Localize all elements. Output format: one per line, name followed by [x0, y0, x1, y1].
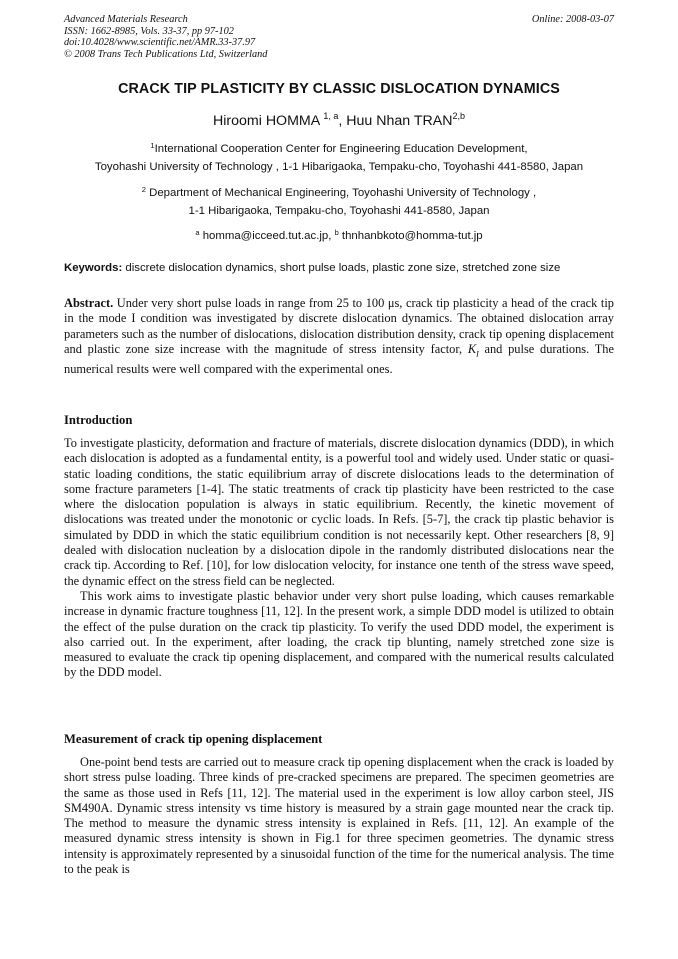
email-b: thnhanbkoto@homma-tut.jp — [338, 230, 483, 242]
abstract-text-1: Under very short pulse loads in range from 25 to 100 μs, crack tip plasticity a head of the crack tip in the mode I condition was investigated by discrete dislocation dynamics. The obtained dislocation array parameters such as the number of dislocations, dislocation distribution density, crack tip opening displacement and plastic zone size increase with the magnitude of stress intensity factor, — [64, 296, 614, 356]
abstract — [64, 296, 614, 377]
introduction-body — [64, 436, 614, 681]
abstract-text-2: and pulse durations. The numerical results were well compared with the experimental ones. — [64, 341, 614, 376]
keywords-label: Keywords: — [64, 262, 123, 274]
keywords — [64, 262, 624, 274]
affiliation-2-line-1 — [0, 183, 678, 200]
email-b-sup: b — [334, 228, 339, 237]
author-homma: Hiroomi HOMMA — [213, 113, 320, 129]
affiliation-2-line-2: 1-1 Hibarigaoka, Tempaku-cho, Toyohashi 441-8580, Japan — [188, 205, 490, 217]
author-tran: Huu Nhan TRAN — [346, 113, 453, 129]
affiliation-1-sup: 1 — [150, 141, 155, 150]
doi-line: doi:10.4028/www.scientific.net/AMR.33-37.97 — [64, 37, 256, 48]
affiliation-1-line-1 — [0, 139, 678, 156]
affiliation-1-line-2: Toyohashi University of Technology , 1-1 Hibarigaoka, Tempaku-cho, Toyohashi 441-8580, Japan — [94, 161, 584, 173]
online-date: Online: 2008-03-07 — [531, 14, 614, 25]
email-a-sup: a — [195, 228, 200, 237]
author-homma-sup: 1, a — [323, 111, 339, 121]
paper-title: CRACK TIP PLASTICITY BY CLASSIC DISLOCATION DYNAMICS — [118, 81, 560, 97]
journal-name: Advanced Materials Research — [64, 14, 188, 25]
email-a: homma@icceed.tut.ac.jp, — [199, 230, 335, 242]
affiliation-2-text: Department of Mechanical Engineering, Toyohashi University of Technology , — [145, 187, 537, 199]
measurement-paragraph-1: One-point bend tests are carried out to measure crack tip opening displacement when the crack is loaded by short stress pulse loading. Three kinds of pre-cracked specimens are prepared. The specimen geometries are the same as those used in Refs [11, 12]. The material used in the experiment is low alloy carbon steel, JIS SM490A. Dynamic stress intensity vs time history is measured by a strain gage mounted near the crack tip. The method to measure the dynamic stress intensity is explained in Refs. [11, 12]. An example of the measured dynamic stress intensity is shown in Fig.1 for three specimen geometries. The dynamic stress intensity is approximately represented by a sinusoidal function of the time for the numerical analysis. The time to the peak is — [64, 755, 614, 877]
introduction-heading: Introduction — [64, 413, 133, 427]
affiliation-2-sup: 2 — [141, 185, 146, 194]
author-line — [0, 111, 678, 129]
measurement-body — [64, 755, 614, 877]
affiliation-1-text: International Cooperation Center for Engineering Education Development, — [154, 143, 528, 155]
abstract-k-sub: I — [476, 349, 479, 359]
measurement-heading: Measurement of crack tip opening displacement — [64, 732, 323, 746]
abstract-k-symbol: K — [467, 341, 477, 356]
introduction-paragraph-1: To investigate plasticity, deformation and fracture of materials, discrete dislocation dynamics (DDD), in which each dislocation is adopted as a fundamental entity, is a powerful tool and widely used. Under static or quasi-static loading conditions, the static equilibrium array of discrete dislocations leads to the determination of some fracture parameters [1-4]. The static treatments of crack tip plasticity have been restricted to the case where the dislocation population is always in static equilibrium. Recently, the kinetic movement of dislocations was treated under the monotonic or cyclic loads. In Refs. [5-7], the crack tip plastic behavior is simulated by DDD in which the static equilibrium condition is not necessarily kept. Other researchers [8, 9] dealed with dislocation nucleation by a dislocation dipole in the randomly distributed dislocations near the crack tip. According to Ref. [10], for low dislocation velocity, for instance one tenth of the stress wave speed, the dynamic effect on the stress field can be neglected. — [64, 436, 614, 588]
email-line — [0, 226, 678, 243]
keywords-text: discrete dislocation dynamics, short pulse loads, plastic zone size, stretched zone size — [122, 262, 561, 274]
copyright-line: © 2008 Trans Tech Publications Ltd, Switzerland — [64, 48, 268, 60]
abstract-label: Abstract. — [64, 296, 114, 310]
author-tran-sup: 2,b — [452, 111, 465, 121]
journal-header — [64, 14, 267, 60]
introduction-paragraph-2: This work aims to investigate plastic behavior under very short pulse loading, which causes remarkable increase in dynamic fracture toughness [11, 12]. In the present work, a simple DDD model is utilized to obtain the effect of the pulse duration on the crack tip plasticity. To verify the used DDD model, the experiment is also carried out. In the experiment, after loading, the crack tip blunting, namely stretched zone size is measured to evaluate the crack tip opening displacement, and compared with the numerical results calculated by the DDD model. — [64, 588, 614, 680]
author-separator: , — [338, 113, 347, 129]
issn-line: ISSN: 1662-8985, Vols. 33-37, pp 97-102 — [64, 25, 234, 37]
